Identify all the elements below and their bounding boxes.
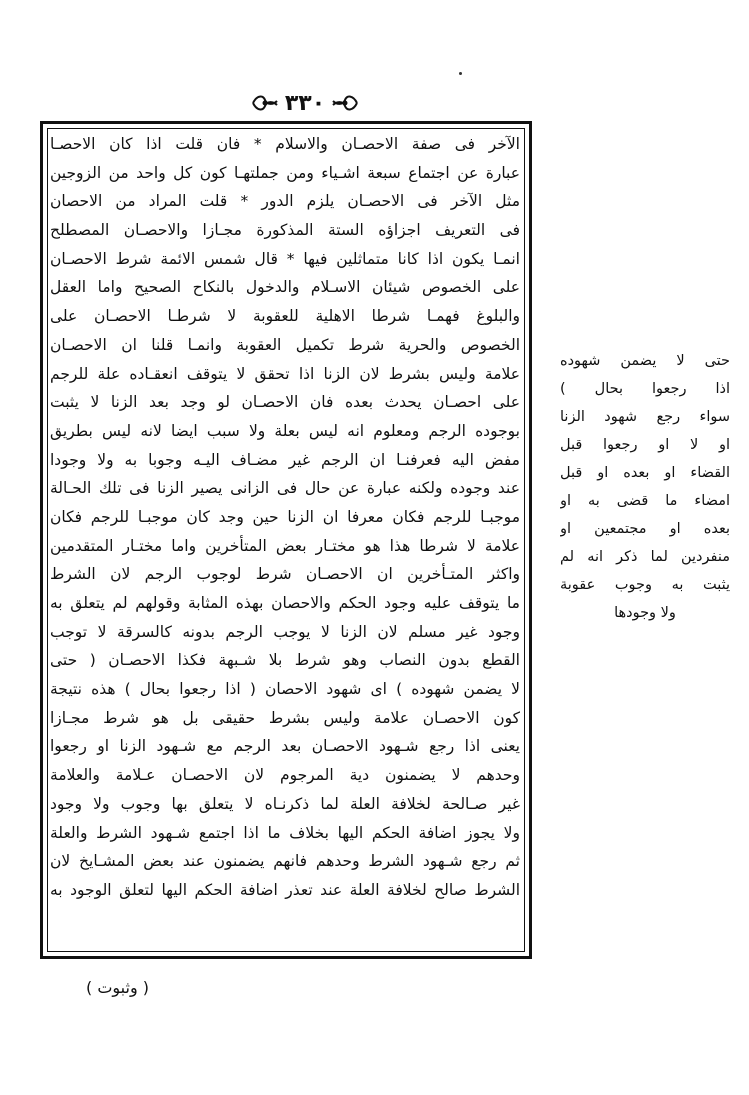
margin-note-line: بعده او مجتمعين او: [560, 521, 730, 537]
catchword: ( وثبوت ): [86, 978, 149, 997]
text-line: الآخر فى صفة الاحصـان والاسلام * فان قلت اذا كان الاحصـا: [50, 135, 520, 153]
text-line: علامة وليس بشرط لان الزنا اذا تحقق لا يتوقف انعقـاده علة للرجم: [50, 364, 520, 383]
text-line: عند وجوده ولكنه عبارة عن حال فى الزانى يصير الزنا فى تلك الحـالة: [50, 479, 520, 498]
margin-note-line: امضاء ما قضى به او: [560, 493, 730, 509]
text-line: كون الاحصـان علامة وليس بشرط حقيقى بل هو شرط مجـازا: [50, 708, 520, 727]
text-line: الشرط صالح لخلافة العلة عند تعذر اضافة الحكم اليها لتعلق الوجود به: [50, 880, 520, 899]
text-line: وجود غير مسلم لان الزنا لا يوجب الرجم بدونه كالسرقة لا توجب: [50, 622, 520, 641]
text-line: يعنى اذا رجع شـهود الاحصـان بعد الرجم مع شـهود الزنا او رجعوا: [50, 737, 520, 756]
ornament-right-icon: [331, 92, 359, 114]
text-line: بوجوده الرجم ومعلوم انه ليس بعلة ولا سبب ايضا لانه ليس بطريق: [50, 421, 520, 440]
text-line: انمـا يكون اذا كانا متماثلين فيها * قال شمس الائمة شرط الاحصـان: [50, 249, 520, 268]
text-line: وحدهم لا يضمنون دية المرجوم لان الاحصـان عـلامة والعلامة: [50, 766, 520, 785]
text-line: لا يضمن شهوده ) اى شهود الاحصان ( اذا رجعوا بحال ) هذه نتيجة: [50, 680, 520, 699]
text-line: غير صـالحة لخلافة العلة لما ذكرنـاه لا يتعلق بها وجوب ولا وجود: [50, 794, 520, 813]
text-line: على الخصوص شيئان الاسـلام والدخول بالنكاح الصحيح واما العقل: [50, 278, 520, 297]
text-line: مفض اليه فعرفنـا ان الرجم غير مضـاف اليـه وجوبا به ولا وجودا: [50, 450, 520, 469]
ink-speck: [459, 72, 462, 75]
margin-note-line: ولا وجودها: [614, 605, 676, 621]
text-line: علامة لا شرطا هذا هو مختـار بعض المتأخرين واما مختـار المتقدمين: [50, 536, 520, 555]
margin-note-line: يثبت به وجوب عقوبة: [560, 577, 730, 593]
text-line: ثم رجع شـهود الشرط وحدهم فانهم يضمنون عند بعض المشـايخ لان: [50, 852, 520, 871]
margin-note: [560, 347, 730, 627]
main-text-block: [50, 130, 520, 905]
text-line: موجبـا للرجم فكان معرفا ان الزنا حين وجد كان موجبـا للرجم فكان: [50, 507, 520, 526]
margin-note-line: القضاء او بعده او قبل: [560, 465, 730, 481]
text-line: واكثر المتـأخرين ان الاحصـان شرط لوجوب الرجم لان الشرط: [50, 565, 520, 584]
text-line: فى التعريف اجزاؤه الستة المذكورة مجـازا والاحصـان المصطلح: [50, 221, 520, 240]
text-line: القطع بدون النصاب وهو شرط بلا شـبهة فكذا الاحصـان ( حتى: [50, 651, 520, 670]
ornament-left-icon: [251, 92, 279, 114]
text-line: عبارة عن اجتماع سبعة اشـياء ومن جملتهـا كون كل واحد من الزوجين: [50, 163, 520, 182]
margin-note-line: سواء رجع شهود الزنا: [560, 409, 730, 425]
text-line: ولا يجوز اضافة الحكم اليها بخلاف ما اذا اجتمع شـهود الشرط والعلة: [50, 823, 520, 842]
margin-note-line: او لا او رجعوا قبل: [560, 437, 730, 453]
text-line: على احصـان يحدث بعده فان الاحصـان لو وجد بعد الزنا لا يثبت: [50, 393, 520, 412]
text-line: ما يتوقف عليه وجود الحكم والاحصان بهذه المثابة وقولهم لم يتعلق به: [50, 594, 520, 612]
margin-note-line: حتى لا يضمن شهوده: [560, 353, 730, 369]
page-header: [250, 88, 360, 118]
text-line: مثل الآخر فى الاحصـان يلزم الدور * قلت المراد من الاحصان: [50, 192, 520, 211]
margin-note-line: منفردين لما ذكر انه لم: [560, 549, 730, 565]
text-line: والبلوغ فهمـا شرطا الاهلية للعقوبة لا شرطـا الاحصـان على: [50, 307, 520, 326]
margin-note-line: اذا رجعوا بحال ): [560, 381, 730, 397]
text-line: الخصوص والحرية شرط تكميل العقوبة وانمـا قلنا ان الاحصـان: [50, 335, 520, 354]
page-number: ٣٣٠: [284, 90, 326, 116]
